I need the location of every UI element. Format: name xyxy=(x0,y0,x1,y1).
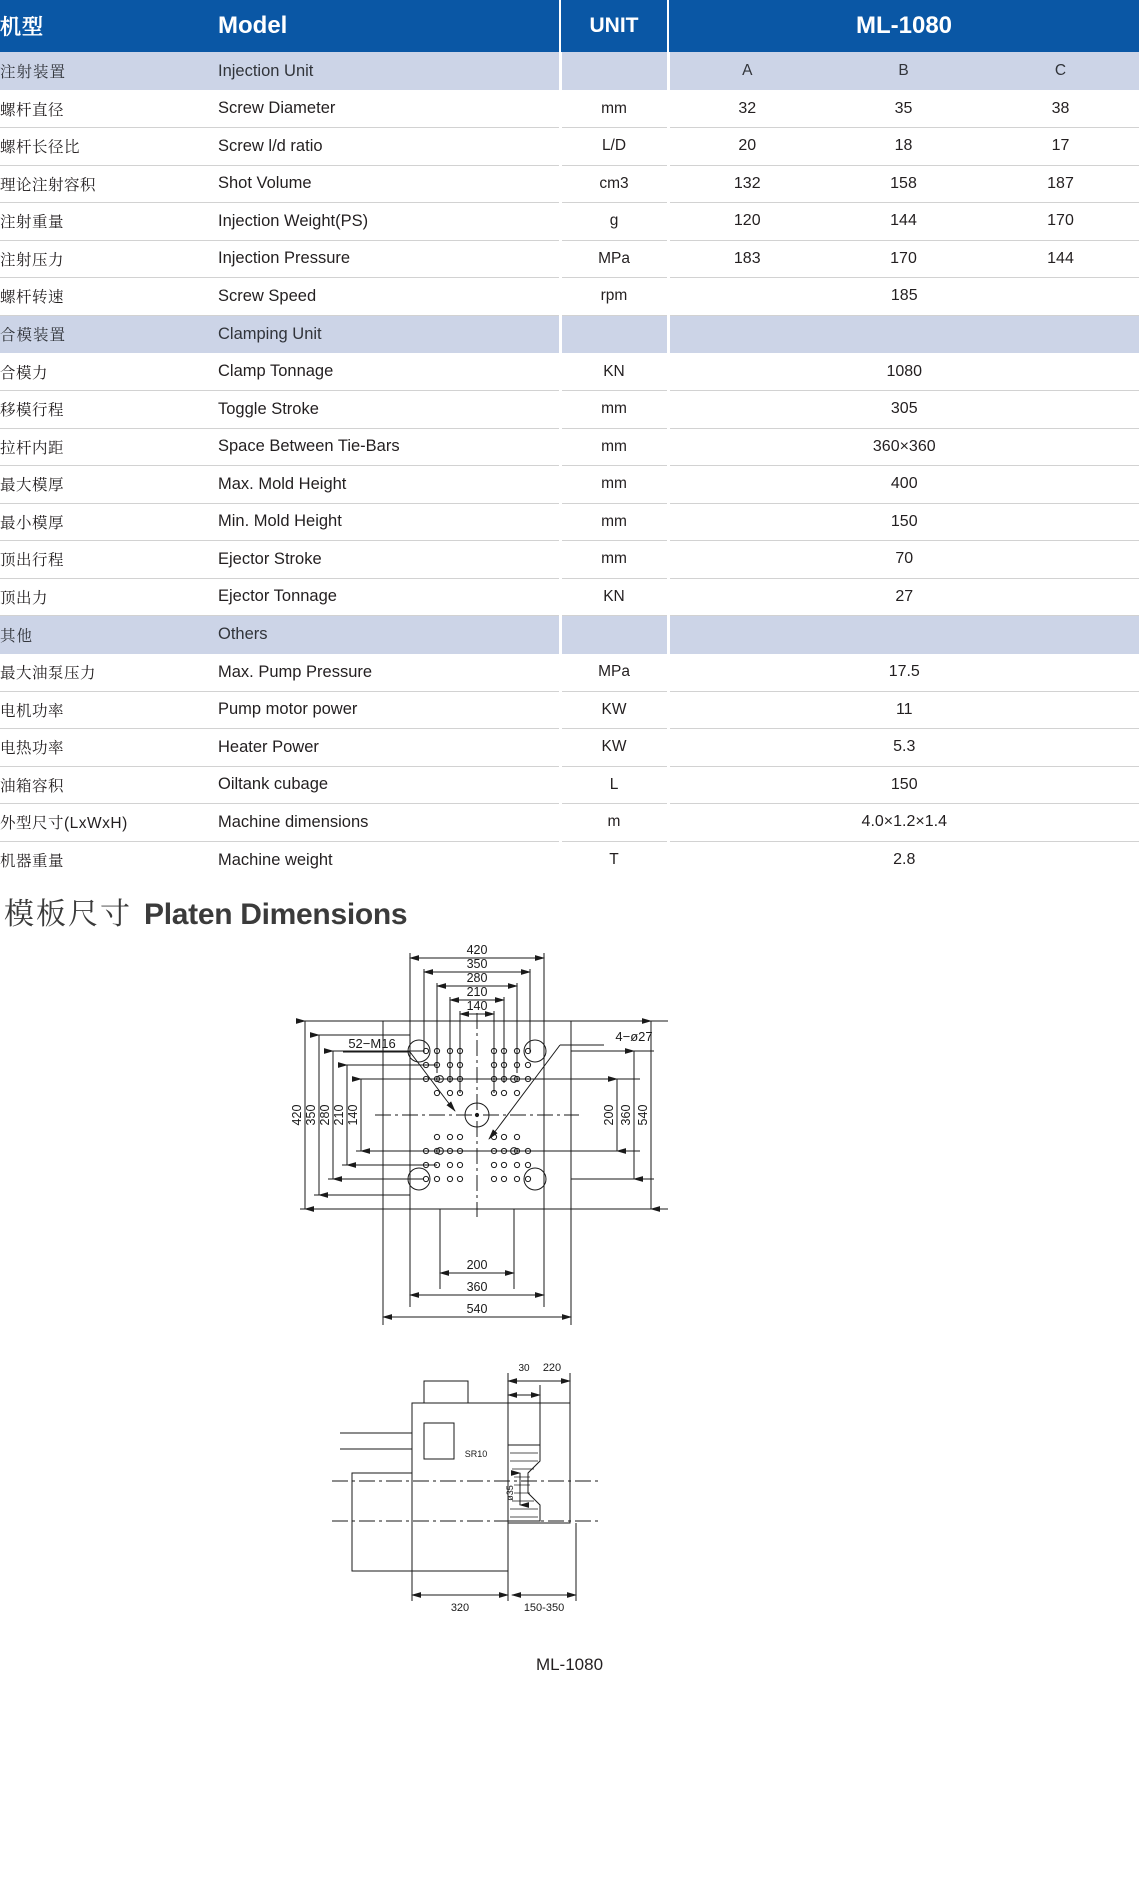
row-unit: rpm xyxy=(560,278,668,316)
row-value-merged: 70 xyxy=(668,541,1139,579)
row-label-cn: 最大油泵压力 xyxy=(0,654,218,692)
table-row xyxy=(0,654,1139,692)
row-label-cn: 螺杆转速 xyxy=(0,278,218,316)
row-label-en: Toggle Stroke xyxy=(218,391,560,429)
row-label-cn: 最大模厚 xyxy=(0,466,218,504)
drawing-caption: ML-1080 xyxy=(535,1654,604,1674)
row-label-en: Screw Speed xyxy=(218,278,560,316)
row-label-en: Injection Weight(PS) xyxy=(218,203,560,241)
row-unit: L/D xyxy=(560,128,668,166)
table-row xyxy=(0,541,1139,579)
side-dim-bottom-1: 150-350 xyxy=(523,1601,565,1614)
platen-title-en: Platen Dimensions xyxy=(144,897,408,931)
section-unit-1 xyxy=(560,315,668,353)
row-value-a: 183 xyxy=(668,240,825,278)
row-value-c: 144 xyxy=(982,240,1139,278)
row-unit: mm xyxy=(560,90,668,128)
callout-holes: 4−ø27 xyxy=(615,1028,653,1044)
row-label-cn: 外型尺寸(LxWxH) xyxy=(0,804,218,842)
row-label-en: Injection Pressure xyxy=(218,240,560,278)
table-row xyxy=(0,240,1139,278)
platen-technical-drawing xyxy=(0,933,1139,1633)
row-label-en: Ejector Tonnage xyxy=(218,578,560,616)
row-label-en: Machine dimensions xyxy=(218,804,560,842)
row-label-cn: 最小模厚 xyxy=(0,503,218,541)
row-value-b: 18 xyxy=(825,128,982,166)
section-value-2 xyxy=(668,616,1139,654)
section-subcol-c: C xyxy=(982,52,1139,90)
row-unit: mm xyxy=(560,428,668,466)
dim-right-2: 540 xyxy=(636,1104,650,1125)
row-unit: MPa xyxy=(560,654,668,692)
row-label-en: Clamp Tonnage xyxy=(218,353,560,391)
row-label-cn: 移模行程 xyxy=(0,391,218,429)
row-label-en: Machine weight xyxy=(218,841,560,879)
table-row xyxy=(0,353,1139,391)
row-unit: MPa xyxy=(560,240,668,278)
row-label-cn: 顶出力 xyxy=(0,578,218,616)
row-unit: L xyxy=(560,766,668,804)
section-unit-0 xyxy=(560,52,668,90)
row-label-en: Screw l/d ratio xyxy=(218,128,560,166)
row-unit: mm xyxy=(560,541,668,579)
row-label-cn: 机器重量 xyxy=(0,841,218,879)
header-model-cn: 机型 xyxy=(0,0,218,52)
dim-right-0: 200 xyxy=(602,1104,616,1125)
row-value-merged: 5.3 xyxy=(668,729,1139,767)
row-label-cn: 电机功率 xyxy=(0,691,218,729)
table-row xyxy=(0,766,1139,804)
table-row xyxy=(0,503,1139,541)
header-model-name: ML-1080 xyxy=(668,0,1139,52)
callout-threads: 52−M16 xyxy=(348,1035,396,1051)
side-radius-label: SR10 xyxy=(464,1448,488,1459)
row-label-cn: 注射压力 xyxy=(0,240,218,278)
row-label-en: Min. Mold Height xyxy=(218,503,560,541)
row-label-en: Pump motor power xyxy=(218,691,560,729)
row-label-cn: 油箱容积 xyxy=(0,766,218,804)
row-label-en: Ejector Stroke xyxy=(218,541,560,579)
table-row xyxy=(0,128,1139,166)
row-label-cn: 电热功率 xyxy=(0,729,218,767)
header-model-en: Model xyxy=(218,0,560,52)
dim-left-3: 210 xyxy=(332,1104,346,1125)
dim-top-2: 280 xyxy=(466,970,488,985)
row-value-merged: 4.0×1.2×1.4 xyxy=(668,804,1139,842)
row-label-en: Max. Mold Height xyxy=(218,466,560,504)
table-row xyxy=(0,804,1139,842)
row-value-merged: 27 xyxy=(668,578,1139,616)
row-unit: KN xyxy=(560,353,668,391)
row-label-cn: 顶出行程 xyxy=(0,541,218,579)
row-unit: mm xyxy=(560,503,668,541)
row-label-cn: 理论注射容积 xyxy=(0,165,218,203)
row-value-merged: 305 xyxy=(668,391,1139,429)
row-value-c: 38 xyxy=(982,90,1139,128)
dim-left-1: 350 xyxy=(304,1104,318,1125)
row-unit: KW xyxy=(560,691,668,729)
row-label-cn: 螺杆直径 xyxy=(0,90,218,128)
row-label-en: Screw Diameter xyxy=(218,90,560,128)
dim-top-0: 420 xyxy=(466,942,488,957)
row-value-c: 17 xyxy=(982,128,1139,166)
table-row xyxy=(0,578,1139,616)
section-value-1 xyxy=(668,315,1139,353)
row-unit: KN xyxy=(560,578,668,616)
row-label-cn: 螺杆长径比 xyxy=(0,128,218,166)
dim-left-4: 140 xyxy=(346,1104,360,1125)
section-unit-2 xyxy=(560,616,668,654)
dim-right-1: 360 xyxy=(619,1104,633,1125)
row-unit: KW xyxy=(560,729,668,767)
table-row xyxy=(0,165,1139,203)
row-value-merged: 400 xyxy=(668,466,1139,504)
dim-left-0: 420 xyxy=(290,1104,304,1125)
row-value-b: 144 xyxy=(825,203,982,241)
row-label-en: Heater Power xyxy=(218,729,560,767)
table-row xyxy=(0,278,1139,316)
row-unit: T xyxy=(560,841,668,879)
platen-dimensions-title xyxy=(0,889,1139,933)
dim-bottom-1: 360 xyxy=(466,1279,488,1294)
dim-bottom-2: 540 xyxy=(466,1301,488,1316)
table-row xyxy=(0,391,1139,429)
section-label-en-2: Others xyxy=(218,616,560,654)
table-row xyxy=(0,729,1139,767)
section-label-en-1: Clamping Unit xyxy=(218,315,560,353)
section-label-cn-0: 注射装置 xyxy=(0,52,218,90)
side-dim-top-1: 30 xyxy=(518,1362,530,1374)
row-value-merged: 150 xyxy=(668,503,1139,541)
dim-bottom-0: 200 xyxy=(466,1257,488,1272)
row-unit: cm3 xyxy=(560,165,668,203)
row-value-merged: 360×360 xyxy=(668,428,1139,466)
dim-left-2: 280 xyxy=(318,1104,332,1125)
row-unit: mm xyxy=(560,466,668,504)
row-label-en: Max. Pump Pressure xyxy=(218,654,560,692)
dim-top-1: 350 xyxy=(466,956,488,971)
table-row xyxy=(0,203,1139,241)
table-row xyxy=(0,90,1139,128)
row-value-merged: 2.8 xyxy=(668,841,1139,879)
section-subcol-b: B xyxy=(825,52,982,90)
row-value-merged: 17.5 xyxy=(668,654,1139,692)
row-value-merged: 11 xyxy=(668,691,1139,729)
row-value-merged: 150 xyxy=(668,766,1139,804)
section-label-en-0: Injection Unit xyxy=(218,52,560,90)
table-row xyxy=(0,428,1139,466)
table-row xyxy=(0,841,1139,879)
section-label-cn-2: 其他 xyxy=(0,616,218,654)
row-label-cn: 合模力 xyxy=(0,353,218,391)
row-label-en: Space Between Tie-Bars xyxy=(218,428,560,466)
row-value-b: 170 xyxy=(825,240,982,278)
row-label-cn: 注射重量 xyxy=(0,203,218,241)
specification-table xyxy=(0,0,1139,879)
row-label-en: Oiltank cubage xyxy=(218,766,560,804)
row-unit: m xyxy=(560,804,668,842)
table-row xyxy=(0,466,1139,504)
row-value-b: 158 xyxy=(825,165,982,203)
row-unit: g xyxy=(560,203,668,241)
row-label-en: Shot Volume xyxy=(218,165,560,203)
row-value-c: 187 xyxy=(982,165,1139,203)
dim-top-4: 140 xyxy=(466,998,488,1013)
platen-title-cn: 模板尺寸 xyxy=(4,897,132,931)
table-row xyxy=(0,691,1139,729)
row-value-a: 32 xyxy=(668,90,825,128)
row-unit: mm xyxy=(560,391,668,429)
row-value-a: 120 xyxy=(668,203,825,241)
section-subcol-a: A xyxy=(668,52,825,90)
row-value-merged: 185 xyxy=(668,278,1139,316)
side-dim-bottom-0: 320 xyxy=(450,1601,470,1614)
header-unit: UNIT xyxy=(560,0,668,52)
row-value-c: 170 xyxy=(982,203,1139,241)
row-value-merged: 1080 xyxy=(668,353,1139,391)
dim-top-3: 210 xyxy=(466,984,488,999)
row-value-b: 35 xyxy=(825,90,982,128)
row-value-a: 132 xyxy=(668,165,825,203)
platen-drawing-area xyxy=(0,933,1139,1693)
side-bore-label: ø35 xyxy=(505,1484,515,1501)
side-dim-top-0: 220 xyxy=(542,1361,562,1374)
section-label-cn-1: 合模装置 xyxy=(0,315,218,353)
row-label-cn: 拉杆内距 xyxy=(0,428,218,466)
row-value-a: 20 xyxy=(668,128,825,166)
